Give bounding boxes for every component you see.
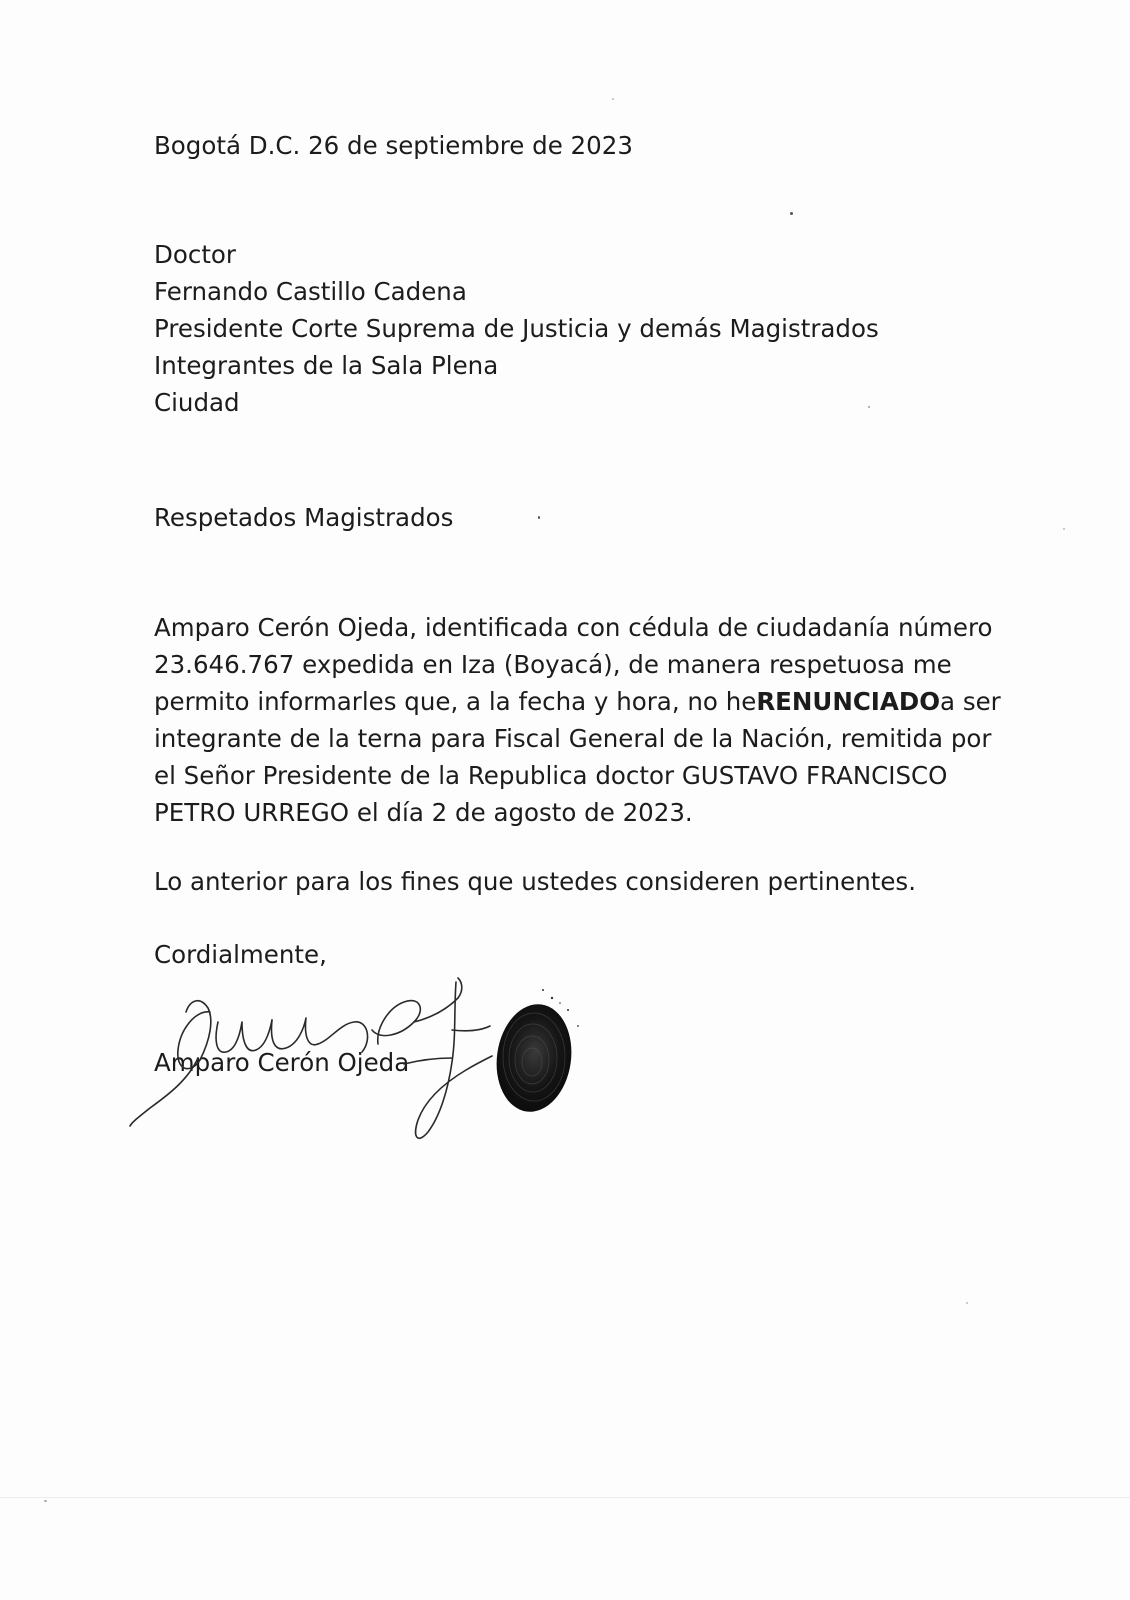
recipient-position: Presidente Corte Suprema de Justicia y demás Magistrados (154, 314, 879, 343)
closing: Cordialmente, (154, 940, 327, 969)
body-line-1-text: Amparo Cerón Ojeda, identificada con cédula de ciudadanía número (154, 613, 993, 642)
body-line-4-text: integrante de la terna para Fiscal General de la Nación, remitida por (154, 724, 992, 753)
scan-speck (538, 516, 540, 519)
recipient-city: Ciudad (154, 388, 240, 417)
letter-date: Bogotá D.C. 26 de septiembre de 2023 (154, 131, 633, 160)
scan-speck (966, 1302, 968, 1304)
renunciado-emphasis: RENUNCIADO (756, 687, 941, 716)
closing-paragraph: Lo anterior para los fines que ustedes consideren pertinentes. (154, 867, 916, 896)
scan-speck (1063, 528, 1065, 530)
signer-name: Amparo Cerón Ojeda (154, 1048, 410, 1077)
body-line-5-text: el Señor Presidente de la Republica doctor GUSTAVO FRANCISCO (154, 761, 948, 790)
scan-speck (868, 406, 870, 408)
scan-speck (790, 212, 793, 215)
recipient-title: Doctor (154, 240, 236, 269)
recipient-body: Integrantes de la Sala Plena (154, 351, 499, 380)
body-line-3-start: permito informarles que, a la fecha y hora, no he (154, 687, 757, 716)
paper-fold-line (0, 1497, 1130, 1498)
recipient-name: Fernando Castillo Cadena (154, 277, 467, 306)
salutation: Respetados Magistrados (154, 503, 454, 532)
scan-speck (44, 1500, 47, 1502)
scan-speck (612, 98, 614, 100)
body-line-3-end: a ser (940, 687, 1001, 716)
handwritten-signature (130, 978, 492, 1138)
body-line-6-text: PETRO URREGO el día 2 de agosto de 2023. (154, 798, 693, 827)
fingerprint-mark (490, 989, 579, 1117)
body-line-2-text: 23.646.767 expedida en Iza (Boyacá), de manera respetuosa me (154, 650, 952, 679)
